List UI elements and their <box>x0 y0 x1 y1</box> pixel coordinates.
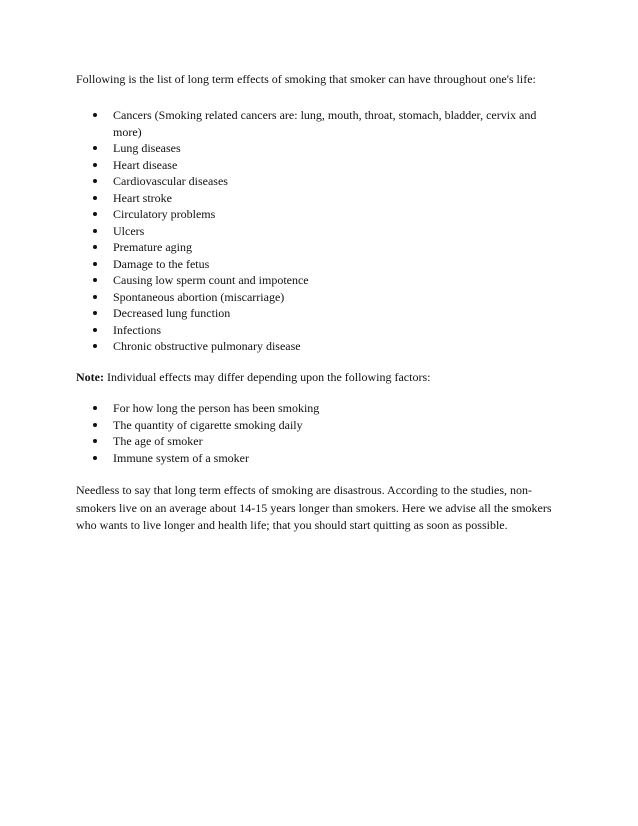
list-item <box>76 107 566 140</box>
list-item <box>76 289 566 306</box>
list-item-text: Cardiovascular diseases <box>113 174 228 188</box>
bullet-icon <box>93 439 97 443</box>
list-item <box>76 256 566 273</box>
list-item <box>76 322 566 339</box>
list-item <box>76 206 566 223</box>
note-text: Individual effects may differ depending upon the following factors: <box>103 370 431 384</box>
bullet-icon <box>93 212 97 216</box>
list-item <box>76 223 566 240</box>
bullet-icon <box>93 229 97 233</box>
list-item-text: Heart stroke <box>113 190 172 205</box>
list-item <box>76 140 566 157</box>
list-item <box>76 272 566 289</box>
list-item-text: Spontaneous abortion (miscarriage) <box>113 289 285 304</box>
list-item-text: The age of smoker <box>113 434 203 448</box>
bullet-icon <box>93 179 97 183</box>
list-item-text: Damage to the fetus <box>113 256 210 271</box>
list-item-text: For how long the person has been smoking <box>113 401 320 415</box>
list-item <box>76 157 566 174</box>
bullet-icon <box>93 278 97 282</box>
list-item-text: Circulatory problems <box>113 207 216 221</box>
bullet-icon <box>93 406 97 410</box>
bullet-icon <box>93 163 97 167</box>
bullet-icon <box>93 146 97 150</box>
list-item-text: Decreased lung function <box>113 306 231 320</box>
bullet-icon <box>93 456 97 460</box>
list-item-text: Lung diseases <box>113 141 181 155</box>
factors-list <box>76 400 566 466</box>
list-item-text: Immune system of a smoker <box>113 450 249 465</box>
bullet-icon <box>93 328 97 332</box>
intro-paragraph: Following is the list of long term effects of smoking that smoker can have throughout one's life: <box>76 72 536 86</box>
note-paragraph <box>76 369 576 386</box>
list-item-text: Cancers (Smoking related cancers are: lung, mouth, throat, stomach, bladder, cervix and more) <box>113 108 537 139</box>
list-item-text: Chronic obstructive pulmonary disease <box>113 339 301 353</box>
list-item <box>76 239 566 256</box>
bullet-icon <box>93 311 97 315</box>
list-item <box>76 400 566 417</box>
note-label: Note: <box>76 370 104 384</box>
bullet-icon <box>93 262 97 266</box>
list-item <box>76 305 566 322</box>
list-item <box>76 190 566 207</box>
list-item <box>76 417 566 434</box>
list-item-text: Ulcers <box>113 223 145 238</box>
bullet-icon <box>93 113 97 117</box>
bullet-icon <box>93 423 97 427</box>
bullet-icon <box>93 295 97 299</box>
bullet-icon <box>93 245 97 249</box>
list-item <box>76 338 566 355</box>
list-item <box>76 173 566 190</box>
list-item-text: Infections <box>113 322 161 337</box>
list-item-text: The quantity of cigarette smoking daily <box>113 417 303 432</box>
list-item-text: Premature aging <box>113 240 192 254</box>
bullet-icon <box>93 344 97 348</box>
list-item-text: Causing low sperm count and impotence <box>113 273 309 287</box>
list-item <box>76 433 566 450</box>
list-item <box>76 450 566 467</box>
bullet-icon <box>93 196 97 200</box>
conclusion-paragraph: Needless to say that long term effects of smoking are disastrous. According to the studies, non-smokers live on an average about 14-15 years longer than smokers. Here we advise all the smokers who wants to live longer and health life; that you should start quitting as soon as possible. <box>76 483 552 532</box>
list-item-text: Heart disease <box>113 157 178 172</box>
effects-list <box>76 107 566 355</box>
